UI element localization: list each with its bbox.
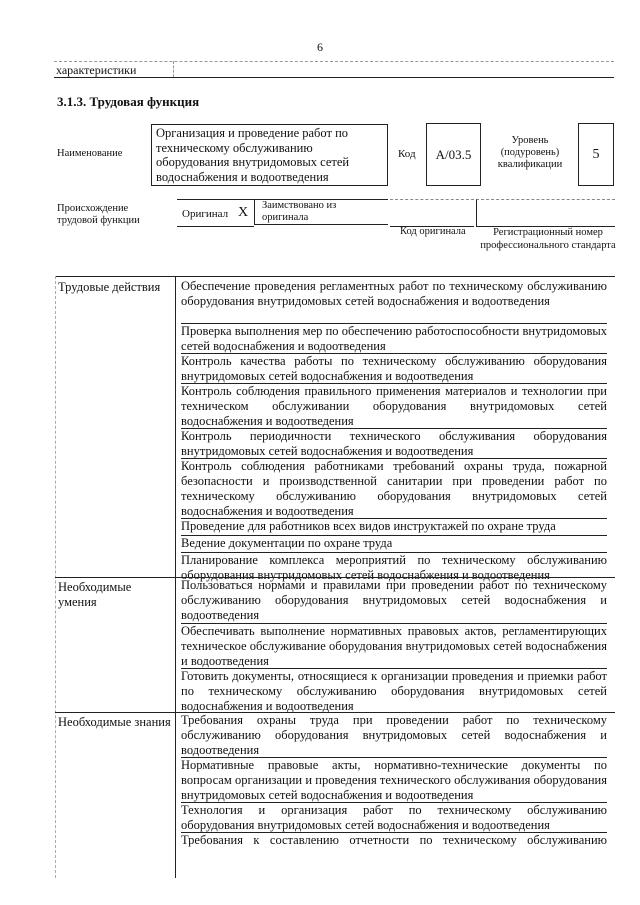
knowledge-item: Требования к составлению отчетности по техническому обслуживанию: [181, 833, 607, 847]
continuation-top-line: [54, 61, 614, 62]
original-code-cell: [390, 199, 474, 227]
level-label: Уровень (подуровень) квалификации: [497, 135, 563, 170]
original-code-label: Код оригинала: [400, 226, 466, 237]
main-table-top-border: [55, 276, 615, 277]
skill-item: Обеспечивать выполнение нормативных правовых актов, регламентирующих техническое обслуживание оборудования внутридомовых сетей водоснабжения и водоотведения: [181, 624, 607, 668]
labor-action-item: Обеспечение проведения регламентных работ по техническому обслуживанию оборудования внутридомовых сетей водоснабжения и водоотведения: [181, 279, 607, 324]
labor-actions-title: Трудовые действия: [58, 280, 161, 294]
function-name-box: Организация и проведение работ по техническому обслуживанию оборудования внутридомовых сетей водоснабжения и водоотведения: [151, 124, 388, 186]
code-value-box: A/03.5: [426, 123, 481, 186]
labor-action-item: Контроль соблюдения правильного применения материалов и технологии при техническом обслуживании оборудования внутридомовых сетей водоснабжения и водоотведения: [181, 384, 607, 428]
labor-action-item: Проверка выполнения мер по обеспечению работоспособности внутридомовых сетей водоснабжения и водоотведения: [181, 324, 607, 353]
labor-action-item: Проведение для работников всех видов инструктажей по охране труда: [181, 519, 607, 536]
original-mark: X: [238, 205, 249, 220]
labor-action-item: Контроль периодичности технического обслуживания оборудования внутридомовых сетей водоснабжения и водоотведения: [181, 429, 607, 458]
knowledge-item: Технология и организация работ по техническому обслуживанию оборудования внутридомовых сетей водоснабжения и водоотведения: [181, 803, 607, 832]
registration-cell: [476, 199, 615, 227]
skill-item: Пользоваться нормами и правилами при проведении работ по техническому обслуживанию оборудования внутридомовых сетей водоснабжения и водоотведения: [181, 578, 607, 622]
continuation-bottom-line: [54, 77, 614, 78]
page-number: 6: [317, 40, 323, 54]
original-label: Оригинал: [182, 208, 229, 220]
labor-action-item: Ведение документации по охране труда: [181, 536, 607, 553]
knowledge-item: Требования охраны труда при проведении работ по техническому обслуживанию оборудования внутридомовых сетей водоснабжения и водоотведения: [181, 713, 607, 757]
labor-action-item: Планирование комплекса мероприятий по техническому обслуживанию оборудования внутридомовых сетей водоснабжения и водоотведения: [181, 553, 607, 582]
borrowed-label: Заимствовано из оригинала: [262, 200, 337, 223]
continuation-label: характеристики: [56, 63, 137, 77]
labor-action-item: Контроль качества работы по техническому обслуживанию оборудования внутридомовых сетей водоснабжения и водоотведения: [181, 354, 607, 383]
labor-action-item: Контроль соблюдения работниками требований охраны труда, пожарной безопасности и производственной санитарии при проведении работ по техническому обслуживанию оборудования внутридомовых сетей водоснабжения и водоотведения: [181, 459, 607, 518]
skill-item: Готовить документы, относящиеся к организации проведения и приемки работ по техническому обслуживанию оборудования внутридомовых сетей водоснабжения и водоотведения: [181, 669, 607, 713]
required-knowledge-title: Необходимые знания: [58, 715, 171, 729]
section-title: 3.1.3. Трудовая функция: [57, 94, 200, 109]
continuation-separator: [173, 61, 174, 77]
required-skills-title: Необходимые умения: [58, 580, 132, 609]
registration-label: Регистрационный номер профессионального стандарта: [480, 227, 616, 251]
knowledge-item: Нормативные правовые акты, нормативно-технические документы по вопросам организации и проведения технического обслуживания оборудования внутридомовых сетей водоснабжения и водоотведения: [181, 758, 607, 802]
name-label: Наименование: [57, 148, 123, 159]
level-value-box: 5: [578, 123, 614, 186]
code-label: Код: [398, 148, 416, 160]
origin-label: Происхождение трудовой функции: [57, 203, 140, 226]
